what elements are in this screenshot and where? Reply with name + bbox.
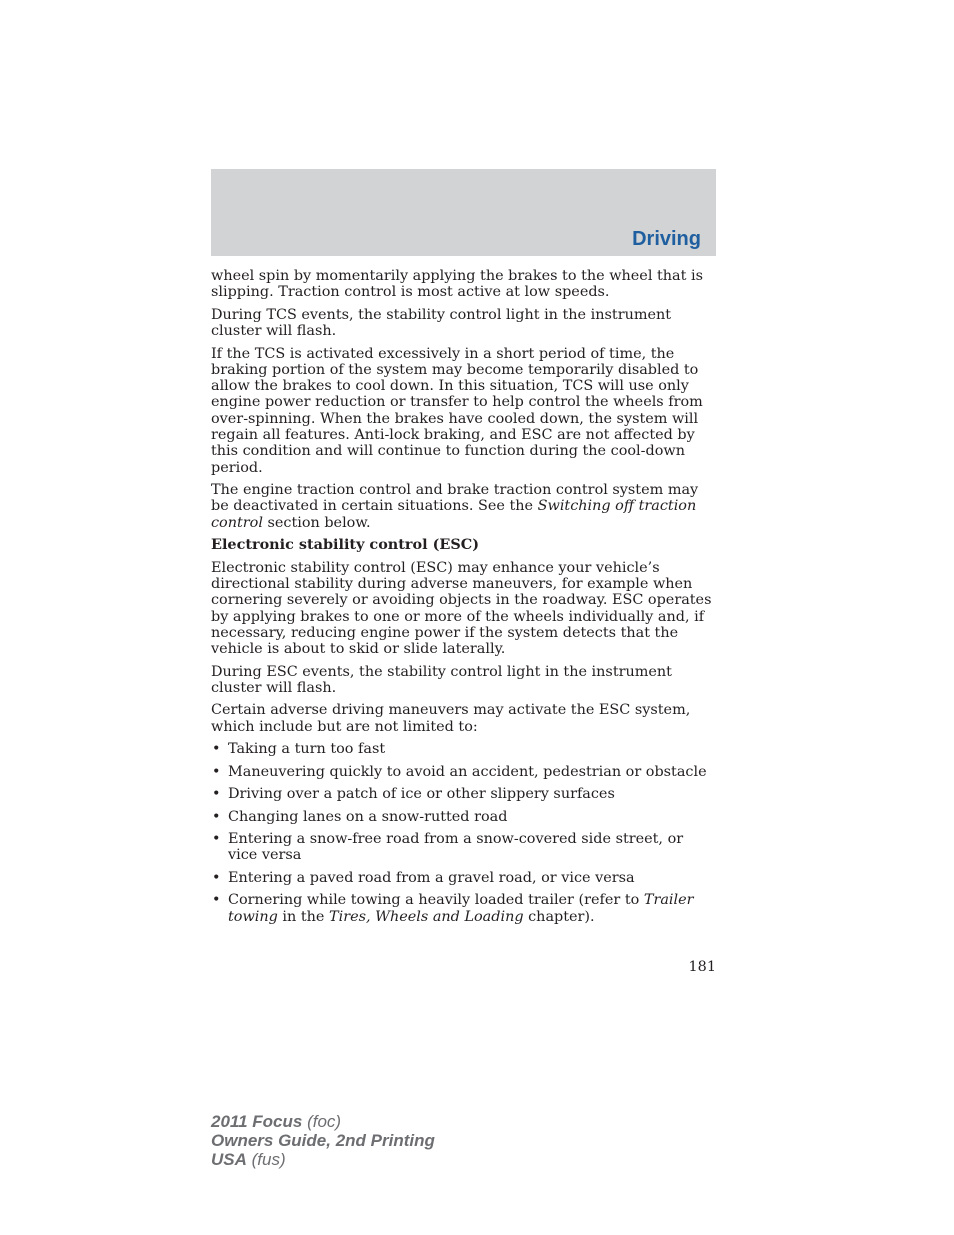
paragraph-esc-description: Electronic stability control (ESC) may enhance your vehicle’s directional stability during adverse maneuvers, for example when cornering severely or avoiding objects in the roadway. ESC operates by applying brakes to one or more of the wheels individually and, if necessary, reducing engine power if the system detects that the vehicle is about to skid or slide laterally. — [211, 559, 712, 658]
section-title: Driving — [632, 228, 701, 250]
list-item — [211, 892, 716, 925]
footer-line-guide — [211, 1131, 435, 1150]
footer-model: 2011 Focus — [211, 1112, 303, 1131]
trailer-towing-reference: Trailer towing — [228, 892, 694, 925]
list-item — [211, 809, 716, 825]
page-number: 181 — [688, 959, 716, 975]
list-item-text: Changing lanes on a snow-rutted road — [228, 808, 508, 825]
bullet-icon: • — [212, 892, 221, 909]
esc-heading: Electronic stability control (ESC) — [211, 536, 479, 554]
maneuver-list — [211, 741, 716, 925]
list-item-text: Entering a paved road from a gravel road, or vice versa — [228, 869, 635, 886]
paragraph-traction-intro: wheel spin by momentarily applying the brakes to the wheel that is slipping. Traction control is most active at low speeds. — [211, 268, 703, 301]
deactivation-text-before: The engine traction control and brake traction control system may be deactivated in certain situations. See the — [211, 482, 699, 515]
page-content — [211, 268, 716, 931]
footer-edition-info — [211, 1112, 435, 1169]
list-item-text: Maneuvering quickly to avoid an accident, pedestrian or obstacle — [228, 763, 707, 780]
list-item-text: Entering a snow-free road from a snow-covered side street, or vice versa — [228, 831, 684, 864]
tires-wheels-loading-reference: Tires, Wheels and Loading — [329, 908, 524, 925]
paragraph-deactivation — [211, 482, 716, 531]
trailer-text-middle: in the — [277, 908, 330, 925]
footer-guide: Owners Guide, 2nd Printing — [211, 1131, 435, 1150]
footer-market: USA — [211, 1150, 247, 1169]
trailer-text-before: Cornering while towing a heavily loaded trailer (refer to — [228, 892, 644, 909]
list-item-text: Taking a turn too fast — [228, 741, 386, 758]
paragraph-tcs-events: During TCS events, the stability control light in the instrument cluster will flash. — [211, 306, 672, 340]
footer-line-market — [211, 1150, 435, 1169]
bullet-icon: • — [212, 786, 221, 803]
list-item-text: Driving over a patch of ice or other slippery surfaces — [228, 786, 615, 803]
bullet-icon: • — [212, 763, 221, 780]
footer-market-code: (fus) — [246, 1150, 286, 1169]
bullet-icon: • — [212, 869, 221, 886]
list-item — [211, 741, 716, 757]
footer-line-model — [211, 1112, 435, 1131]
bullet-icon: • — [212, 808, 221, 825]
paragraph-esc-events: During ESC events, the stability control light in the instrument cluster will flash. — [211, 663, 672, 696]
list-item — [211, 764, 716, 780]
trailer-text-after: chapter). — [523, 908, 595, 925]
chapter-header-band — [211, 169, 716, 256]
footer-model-code: (foc) — [302, 1112, 342, 1131]
list-item — [211, 870, 716, 886]
paragraph-tcs-excessive: If the TCS is activated excessively in a short period of time, the braking portion of the system may become temporarily disabled to allow the brakes to cool down. In this situation, TCS will use only engine power reduction or transfer to help control the wheels from over-spinning. When the brakes have cooled down, the system will regain all features. Anti-lock braking, and ESC are not affected by this condition and will continue to function during the cool-down period. — [211, 345, 703, 476]
bullet-icon: • — [212, 741, 221, 758]
list-item — [211, 786, 716, 802]
paragraph-esc-maneuvers: Certain adverse driving maneuvers may activate the ESC system, which include but are not limited to: — [211, 702, 691, 735]
deactivation-text-after: section below. — [262, 514, 371, 531]
list-item — [211, 831, 716, 864]
list-item-text — [228, 892, 694, 924]
switching-off-traction-control-reference: Switching off traction control — [211, 498, 697, 531]
bullet-icon: • — [212, 831, 221, 848]
